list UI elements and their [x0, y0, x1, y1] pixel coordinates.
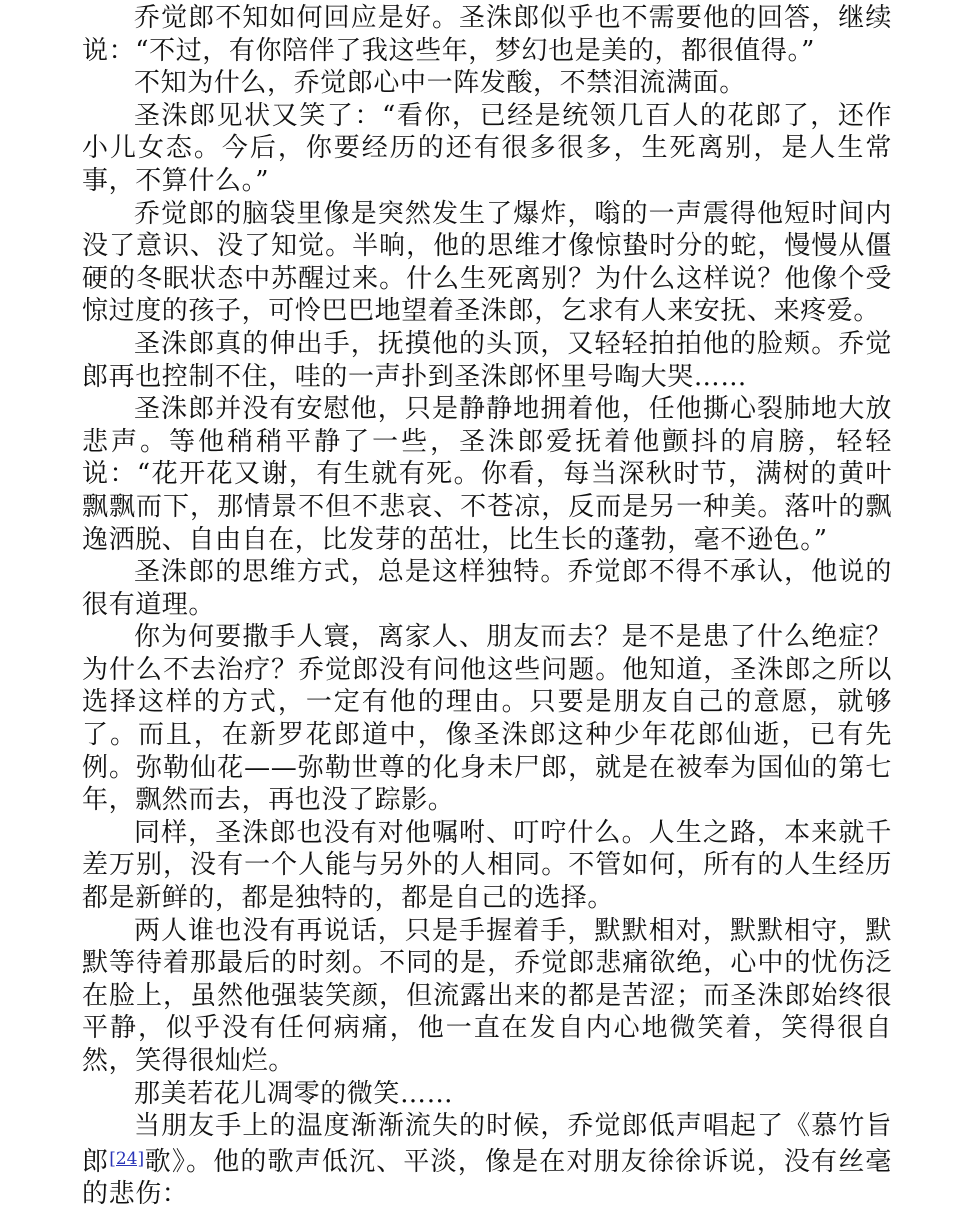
paragraph-8: 你为何要撒手人寰，离家人、朋友而去？是不是患了什么绝症？为什么不去治疗？乔觉郎没有问他这些问题。他知道，圣洙郎之所以选择这样的方式，一定有他的理由。只要是朋友自己的意愿，就够了。而且，在新罗花郎道中，像圣洙郎这种少年花郎仙逝，已有先例。弥勒仙花——弥勒世尊的化身未尸郎，就是在被奉为国仙的第七年，飘然而去，再也没了踪影。: [82, 622, 892, 816]
paragraph-12-text-after: 歌》。他的歌声低沉、平淡，像是在对朋友徐徐诉说，没有丝毫的悲伤：: [82, 1146, 892, 1210]
document-page: [82, 2, 892, 1211]
paragraph-4: 乔觉郎的脑袋里像是突然发生了爆炸，嗡的一声震得他短时间内没了意识、没了知觉。半晌，他的思维才像惊蛰时分的蛇，慢慢从僵硬的冬眠状态中苏醒过来。什么生死离别？为什么这样说？他像个受惊过度的孩子，可怜巴巴地望着圣洙郎，乞求有人来安抚、来疼爱。: [82, 198, 892, 327]
paragraph-6: 圣洙郎并没有安慰他，只是静静地拥着他，任他撕心裂肺地大放悲声。等他稍稍平静了一些，圣洙郎爱抚着他颤抖的肩膀，轻轻说：“花开花又谢，有生就有死。你看，每当深秋时节，满树的黄叶飘飘而下，那情景不但不悲哀、不苍凉，反而是另一种美。落叶的飘逸洒脱、自由自在，比发芽的茁壮，比生长的蓬勃，毫不逊色。”: [82, 394, 892, 555]
paragraph-5: 圣洙郎真的伸出手，抚摸他的头顶，又轻轻拍拍他的脸颊。乔觉郎再也控制不住，哇的一声扑到圣洙郎怀里号啕大哭……: [82, 328, 892, 392]
paragraph-3: 圣洙郎见状又笑了：“看你，已经是统领几百人的花郎了，还作小儿女态。今后，你要经历的还有很多很多，生死离别，是人生常事，不算什么。”: [82, 100, 892, 196]
paragraph-9: 同样，圣洙郎也没有对他嘱咐、叮咛什么。人生之路，本来就千差万别，没有一个人能与另外的人相同。不管如何，所有的人生经历都是新鲜的，都是独特的，都是自己的选择。: [82, 817, 892, 914]
paragraph-11: 那美若花儿凋零的微笑……: [134, 1078, 454, 1109]
paragraph-1: 乔觉郎不知如何回应是好。圣洙郎似乎也不需要他的回答，继续说：“不过，有你陪伴了我这些年，梦幻也是美的，都很值得。”: [82, 3, 892, 66]
paragraph-2: 不知为什么，乔觉郎心中一阵发酸，不禁泪流满面。: [134, 68, 746, 99]
paragraph-7: 圣洙郎的思维方式，总是这样独特。乔觉郎不得不承认，他说的很有道理。: [82, 557, 892, 620]
paragraph-12: [82, 1110, 892, 1211]
footnote-link[interactable]: [24]: [109, 1148, 145, 1169]
paragraph-12-text-before: 当朋友手上的温度渐渐流失的时候，乔觉郎低声唱起了《慕竹旨郎: [82, 1111, 892, 1177]
paragraph-10: 两人谁也没有再说话，只是手握着手，默默相对，默默相守，默默等待着那最后的时刻。不同的是，乔觉郎悲痛欲绝，心中的忧伤泛在脸上，虽然他强装笑颜，但流露出来的都是苦涩；而圣洙郎始终很平静，似乎没有任何病痛，他一直在发自内心地微笑着，笑得很自然，笑得很灿烂。: [82, 915, 892, 1076]
